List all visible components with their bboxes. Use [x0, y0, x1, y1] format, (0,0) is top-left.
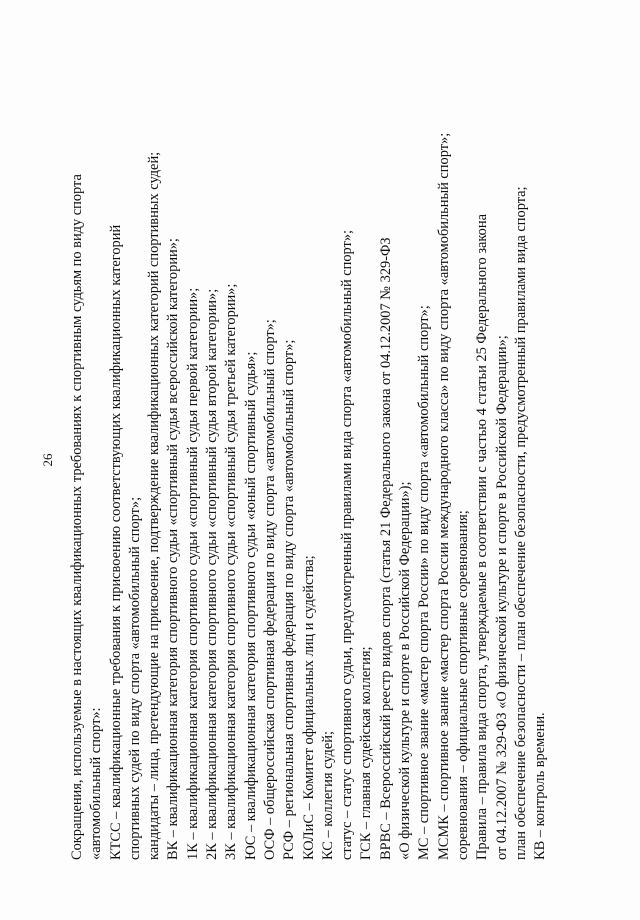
text-line: 1К – квалификационная категория спортивного судьи «спортивный судья первой категории»; [184, 287, 201, 860]
text-line: «О физической культуре и спорте в Российской Федерации»); [397, 481, 414, 860]
text-line: соревнования – официальные спортивные соревнования; [454, 510, 471, 860]
text-line: ОСФ – общероссийская спортивная федерация по виду спорта «автомобильный спорт»; [261, 319, 278, 860]
text-line: МСМК – спортивное звание «мастер спорта России международного класса» по виду спорта «автомобильный спорт»; [435, 132, 452, 860]
text-line: ВРВС – Всероссийский реестр видов спорта (статья 21 Федерального закона от 04.12.2007 № 329-ФЗ [377, 237, 394, 860]
text-line: РСФ – региональная спортивная федерация по виду спорта «автомобильный спорт»; [281, 339, 298, 860]
page-number: 26 [40, 453, 55, 467]
text-line: КВ – контроль времени. [532, 712, 549, 860]
text-line: КС – коллегия судей; [319, 731, 336, 860]
abbreviations-list [68, 20, 550, 860]
text-line: ЮС – квалификационная категория спортивного судьи «юный спортивный судья»; [242, 351, 259, 860]
text-line: 2К – квалификационная категория спортивного судьи «спортивный судья второй категории»; [204, 288, 221, 860]
text-line: КТСС – квалификационные требования к присвоению соответствующих квалификационных категорий [107, 224, 124, 860]
text-line: 3К – квалификационная категория спортивного судьи «спортивный судья третьей категории»; [223, 283, 240, 860]
text-line: кандидаты – лица, претендующие на присвоение, подтверждение квалификационных категорий спортивных судей; [146, 151, 163, 860]
text-line: Правила – правила вида спорта, утверждаемые в соответствии с частью 4 статьи 25 Федерального закона [474, 214, 491, 860]
text-line: «автомобильный спорт»: [88, 707, 105, 860]
text-line: МС – спортивное звание «мастер спорта России» по виду спорта «автомобильный спорт»; [416, 305, 433, 860]
text-line: КОЛиС – Комитет официальных лиц и судейства; [300, 555, 317, 860]
text-line: статус – статус спортивного судьи, предусмотренный правилами вида спорта «автомобильный спорт»; [339, 229, 356, 860]
text-line: от 04.12.2007 № 329-ФЗ «О физической культуре и спорте в Российской Федерации»; [493, 335, 510, 860]
text-line: спортивных судей по виду спорта «автомобильный спорт»; [126, 496, 143, 860]
text-line: ВК – квалификационная категория спортивного судьи «спортивный судья всероссийской категории»; [165, 238, 182, 860]
text-line: план обеспечение безопасности – план обеспечение безопасности, предусмотренный правилами вида спорта; [512, 186, 529, 860]
text-line: Сокращения, используемые в настоящих квалификационных требованиях к спортивным судьям по виду спорта [69, 174, 85, 860]
text-line: ГСК – главная судейская коллегия; [358, 646, 375, 860]
